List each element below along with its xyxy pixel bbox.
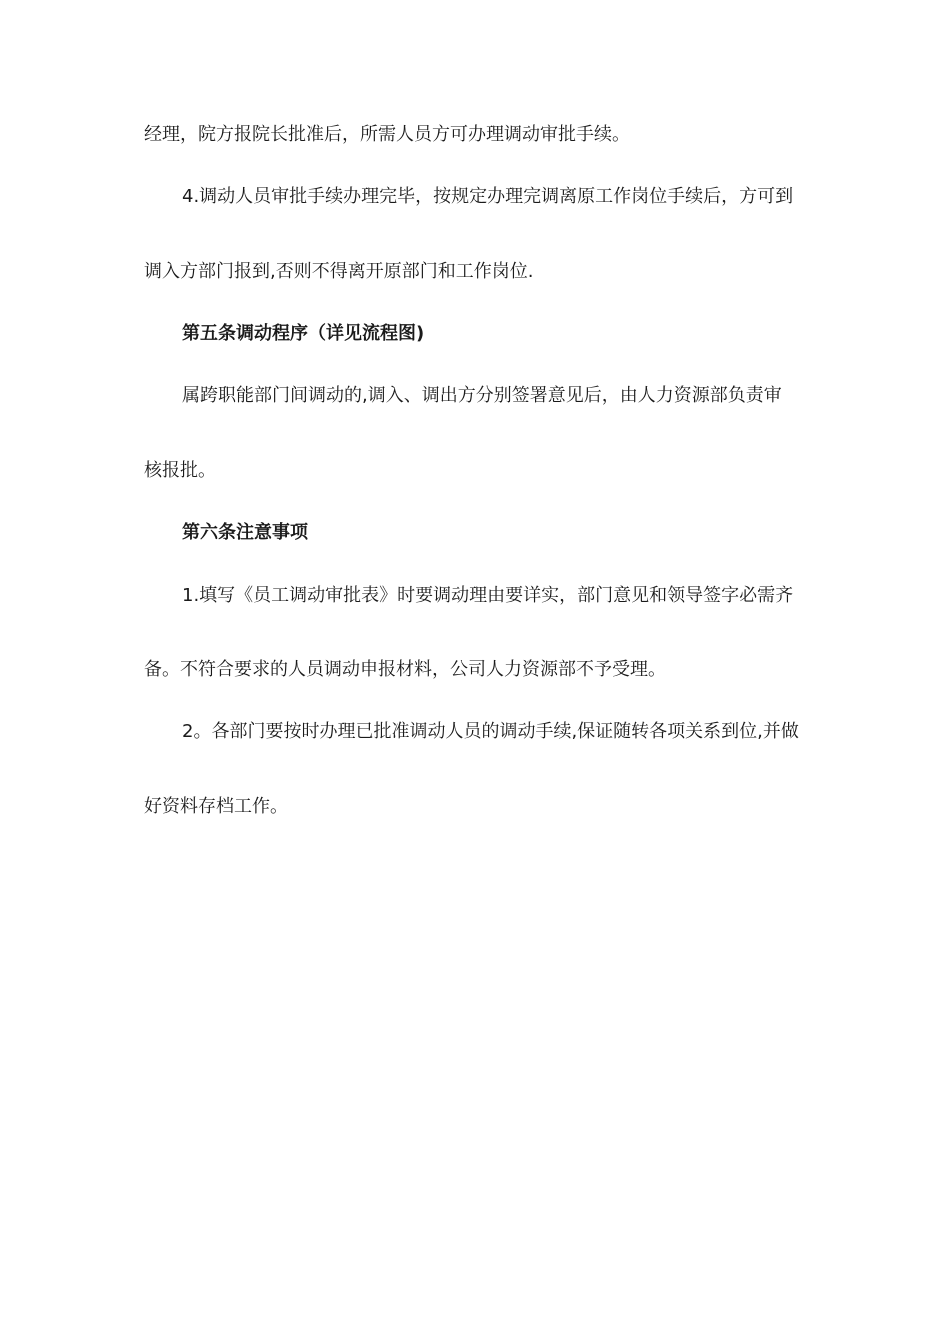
paragraph-line: 属跨职能部门间调动的,调入、调出方分别签署意见后，由人力资源部负责审 [182, 385, 782, 406]
section-heading: 第六条注意事项 [182, 522, 308, 543]
section-heading: 第五条调动程序（详见流程图) [182, 323, 425, 344]
paragraph-line: 2。各部门要按时办理已批准调动人员的调动手续,保证随转各项关系到位,并做 [182, 721, 799, 742]
paragraph-line: 调入方部门报到,否则不得离开原部门和工作岗位. [144, 261, 534, 282]
paragraph-line: 4.调动人员审批手续办理完毕，按规定办理完调离原工作岗位手续后，方可到 [182, 186, 794, 207]
paragraph-line: 好资料存档工作。 [144, 796, 288, 817]
paragraph-line: 备。不符合要求的人员调动申报材料，公司人力资源部不予受理。 [144, 659, 666, 680]
paragraph-line: 核报批。 [144, 460, 216, 481]
paragraph-line: 1.填写《员工调动审批表》时要调动理由要详实，部门意见和领导签字必需齐 [182, 585, 794, 606]
paragraph-line: 经理，院方报院长批准后，所需人员方可办理调动审批手续。 [144, 124, 630, 145]
